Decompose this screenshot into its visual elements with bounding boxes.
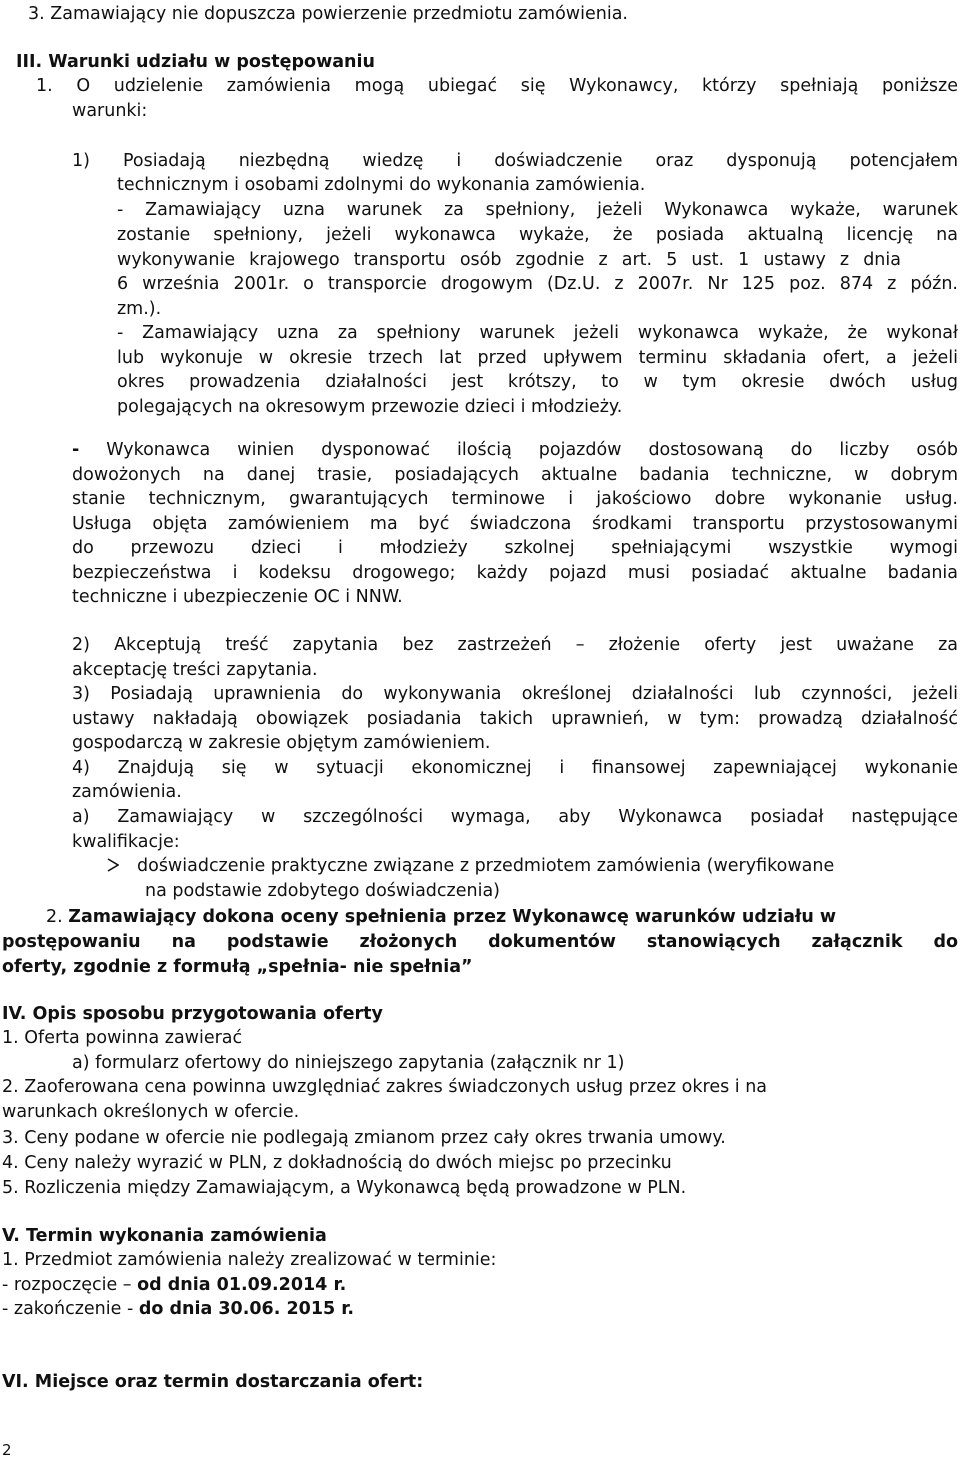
licence-line-5: zm.). bbox=[117, 299, 162, 319]
vehicles-line-1 bbox=[72, 438, 958, 462]
section-4-point-5: 5. Rozliczenia między Zamawiającym, a Wykonawcą będą prowadzone w PLN. bbox=[2, 1178, 687, 1198]
section-4-point-1: 1. Oferta powinna zawierać bbox=[2, 1028, 243, 1048]
experience-line-2: lub wykonuje w okresie trzech lat przed upływem terminu składania ofert, a jeżeli bbox=[117, 348, 958, 368]
section-4-point-3: 3. Ceny podane w ofercie nie podlegają zmianom przez cały okres trwania umowy. bbox=[2, 1128, 726, 1148]
section-3-point-1-line-1: 1. O udzielenie zamówienia mogą ubiegać się Wykonawcy, którzy spełniają poniższe bbox=[36, 76, 958, 96]
bullet-line-1-text: doświadczenie praktyczne związane z przedmiotem zamówienia (weryfikowane bbox=[137, 856, 835, 876]
section-4-point-4: 4. Ceny należy wyrazić w PLN, z dokładnością do dwóch miejsc po przecinku bbox=[2, 1153, 672, 1173]
end-label: - zakończenie - bbox=[2, 1299, 139, 1319]
end-date: do dnia 30.06. 2015 r. bbox=[138, 1299, 355, 1319]
arrowhead-bullet-icon bbox=[107, 858, 119, 872]
section-6-heading: VI. Miejsce oraz termin dostarczania ofert: bbox=[2, 1372, 424, 1392]
experience-line-4: polegających na okresowym przewozie dzieci i młodzieży. bbox=[117, 397, 623, 417]
licence-line-3: wykonywanie krajowego transportu osób zgodnie z art. 5 ust. 1 ustawy z dnia bbox=[117, 250, 901, 270]
section-4-point-2-line-1: 2. Zaoferowana cena powinna uwzględniać zakres świadczonych usług przez okres i na bbox=[2, 1077, 768, 1097]
section-3-point-2-line-1-text: Zamawiający dokona oceny spełnienia przez Wykonawcę warunków udziału w bbox=[68, 907, 837, 927]
section-5-point-1: 1. Przedmiot zamówienia należy zrealizować w terminie: bbox=[2, 1250, 497, 1270]
section-5-start bbox=[2, 1273, 902, 1297]
item-3-text: 3. Zamawiający nie dopuszcza powierzenie przedmiotu zamówienia. bbox=[28, 4, 628, 24]
vehicles-line-1-text: Wykonawca winien dysponować ilością pojazdów dostosowaną do liczby osób bbox=[79, 440, 958, 460]
section-5-heading: V. Termin wykonania zamówienia bbox=[2, 1226, 327, 1246]
condition-2-line-1: 2) Akceptują treść zapytania bez zastrzeżeń – złożenie oferty jest uważane za bbox=[72, 635, 958, 655]
condition-2-line-2: akceptację treści zapytania. bbox=[72, 660, 318, 680]
vehicles-line-3: stanie technicznym, gwarantujących terminowe i jakościowo dobre wykonanie usług. bbox=[72, 489, 958, 509]
section-3-point-2-line-3: oferty, zgodnie z formułą „spełnia- nie spełnia” bbox=[2, 957, 473, 977]
section-5-end bbox=[2, 1297, 902, 1321]
condition-4-line-2: zamówienia. bbox=[72, 782, 182, 802]
condition-3-line-3: gospodarczą w zakresie objętym zamówieniem. bbox=[72, 733, 491, 753]
section-3-point-2-number: 2. bbox=[46, 907, 69, 927]
condition-4-line-1: 4) Znajdują się w sytuacji ekonomicznej i finansowej zapewniającej wykonanie bbox=[72, 758, 958, 778]
section-3-heading: III. Warunki udziału w postępowaniu bbox=[16, 52, 375, 72]
start-label: - rozpoczęcie – bbox=[2, 1275, 138, 1295]
section-3-point-2-line-1 bbox=[46, 905, 958, 929]
section-4-point-2-line-2: warunkach określonych w ofercie. bbox=[2, 1102, 300, 1122]
bullet-line-2: na podstawie zdobytego doświadczenia) bbox=[145, 881, 500, 901]
vehicles-dash: - bbox=[72, 440, 80, 460]
condition-1-line-2: technicznym i osobami zdolnymi do wykonania zamówienia. bbox=[117, 175, 646, 195]
condition-a-line-2: kwalifikacje: bbox=[72, 832, 180, 852]
vehicles-line-5: do przewozu dzieci i młodzieży szkolnej spełniającymi wszystkie wymogi bbox=[72, 538, 958, 558]
licence-line-4: 6 września 2001r. o transporcie drogowym (Dz.U. z 2007r. Nr 125 poz. 874 z późn. bbox=[117, 274, 958, 294]
bullet-line-1 bbox=[107, 854, 958, 878]
section-3-point-1-line-2: warunki: bbox=[72, 101, 148, 121]
condition-a-line-1: a) Zamawiający w szczególności wymaga, aby Wykonawca posiadał następujące bbox=[72, 807, 958, 827]
section-4-heading: IV. Opis sposobu przygotowania oferty bbox=[2, 1004, 383, 1024]
condition-3-line-2: ustawy nakładają obowiązek posiadania takich uprawnień, w tym: prowadzą działalność bbox=[72, 709, 958, 729]
licence-line-2: zostanie spełniony, jeżeli wykonawca wykaże, że posiada aktualną licencję na bbox=[117, 225, 958, 245]
section-4-point-1a: a) formularz ofertowy do niniejszego zapytania (załącznik nr 1) bbox=[72, 1053, 625, 1073]
page-number: 2 bbox=[2, 1441, 12, 1459]
start-date: od dnia 01.09.2014 r. bbox=[137, 1275, 347, 1295]
experience-line-1: - Zamawiający uzna za spełniony warunek jeżeli wykonawca wykaże, że wykonał bbox=[117, 323, 958, 343]
condition-3-line-1: 3) Posiadają uprawnienia do wykonywania określonej działalności lub czynności, jeżeli bbox=[72, 684, 958, 704]
vehicles-line-7: techniczne i ubezpieczenie OC i NNW. bbox=[72, 587, 403, 607]
condition-1-line-1: 1) Posiadają niezbędną wiedzę i doświadczenie oraz dysponują potencjałem bbox=[72, 151, 958, 171]
vehicles-line-6: bezpieczeństwa i kodeksu drogowego; każdy pojazd musi posiadać aktualne badania bbox=[72, 563, 958, 583]
experience-line-3: okres prowadzenia działalności jest krótszy, to w tym okresie dwóch usług bbox=[117, 372, 958, 392]
licence-line-1: - Zamawiający uzna warunek za spełniony, jeżeli Wykonawca wykaże, warunek bbox=[117, 200, 958, 220]
vehicles-line-4: Usługa objęta zamówieniem ma być świadczona środkami transportu przystosowanymi bbox=[72, 514, 958, 534]
section-3-point-2-line-2: postępowaniu na podstawie złożonych dokumentów stanowiących załącznik do bbox=[2, 932, 958, 952]
vehicles-line-2: dowożonych na danej trasie, posiadających aktualne badania techniczne, w dobrym bbox=[72, 465, 958, 485]
